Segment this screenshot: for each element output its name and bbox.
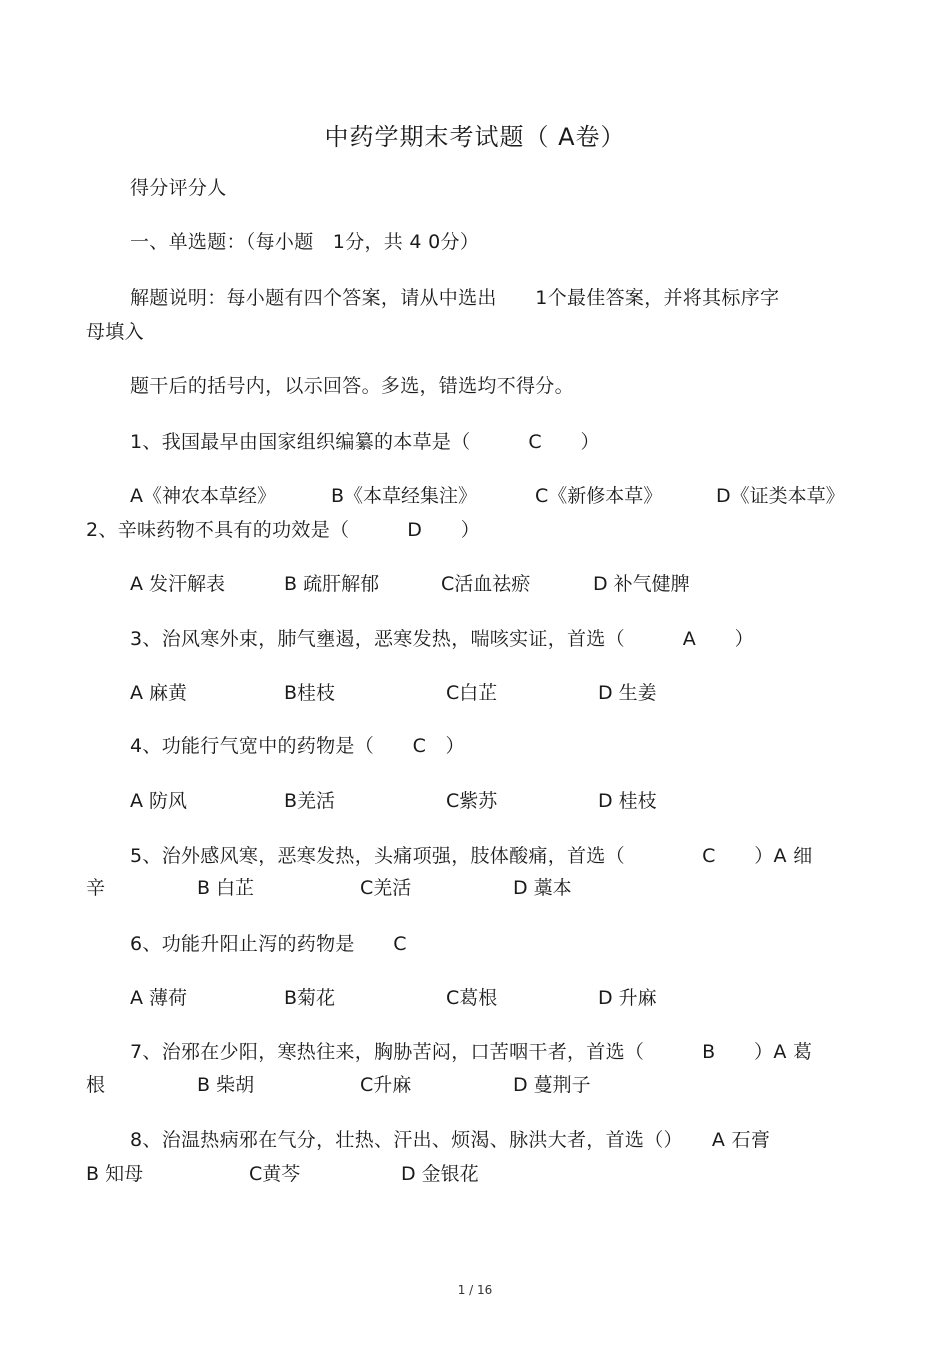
question-stem: 4、功能行气宽中的药物是（ C ）	[130, 735, 465, 757]
option: B《本草经集注》	[331, 485, 478, 507]
page-title: 中药学期末考试题（ A卷）	[324, 123, 626, 151]
option: D 升麻	[598, 987, 657, 1009]
option: A 薄荷	[130, 987, 188, 1009]
question-stem: 3、治风寒外束，肺气壅遏，恶寒发热，喘咳实证，首选（ A ）	[130, 628, 754, 650]
option: B羌活	[284, 790, 336, 812]
option: D 桂枝	[598, 790, 657, 812]
option: D 藁本	[513, 877, 572, 899]
question-stem: 8、治温热病邪在气分，壮热、汗出、烦渴、脉洪大者，首选（） A 石膏	[130, 1129, 771, 1151]
option: C羌活	[360, 877, 412, 899]
option: A《神农本草经》	[130, 485, 276, 507]
instructions-line-1: 解题说明：每小题有四个答案，请从中选出 1个最佳答案，并将其标序字	[130, 287, 780, 309]
option: A 麻黄	[130, 682, 188, 704]
option-wrap: 辛	[86, 877, 106, 899]
option: A 防风	[130, 790, 188, 812]
option: B桂枝	[284, 682, 336, 704]
option: A 发汗解表	[130, 573, 226, 595]
option: C黄芩	[249, 1163, 301, 1185]
option: B 知母	[86, 1163, 144, 1185]
question-stem: 7、治邪在少阳，寒热往来，胸胁苦闷，口苦咽干者，首选（ B ）A 葛	[130, 1041, 813, 1063]
option: C紫苏	[446, 790, 498, 812]
question-stem: 6、功能升阳止泻的药物是 C	[130, 933, 407, 955]
option: D 生姜	[598, 682, 657, 704]
option: D 补气健脾	[593, 573, 690, 595]
score-line: 得分评分人	[130, 177, 227, 199]
instructions-line-3: 题干后的括号内，以示回答。多选，错选均不得分。	[130, 375, 574, 397]
option-wrap: 根	[86, 1074, 106, 1096]
section-heading: 一、单选题：（每小题 1分，共 4 0分）	[130, 231, 480, 253]
option: B 柴胡	[197, 1074, 255, 1096]
page-number: 1 / 16	[457, 1283, 493, 1297]
option: C葛根	[446, 987, 498, 1009]
option: C升麻	[360, 1074, 412, 1096]
option: B 白芷	[197, 877, 255, 899]
question-stem: 5、治外感风寒，恶寒发热，头痛项强，肢体酸痛，首选（ C ）A 细	[130, 845, 813, 867]
option: B 疏肝解郁	[284, 573, 380, 595]
option: C白芷	[446, 682, 498, 704]
option: D 金银花	[401, 1163, 479, 1185]
option: B菊花	[284, 987, 336, 1009]
instructions-line-2: 母填入	[86, 321, 144, 343]
option: D《证类本草》	[716, 485, 845, 507]
option: C活血祛瘀	[441, 573, 531, 595]
option: D 蔓荆子	[513, 1074, 591, 1096]
question-stem: 1、我国最早由国家组织编纂的本草是（ C ）	[130, 431, 600, 453]
option: C《新修本草》	[535, 485, 663, 507]
question-stem: 2、辛味药物不具有的功效是（ D ）	[86, 519, 481, 541]
